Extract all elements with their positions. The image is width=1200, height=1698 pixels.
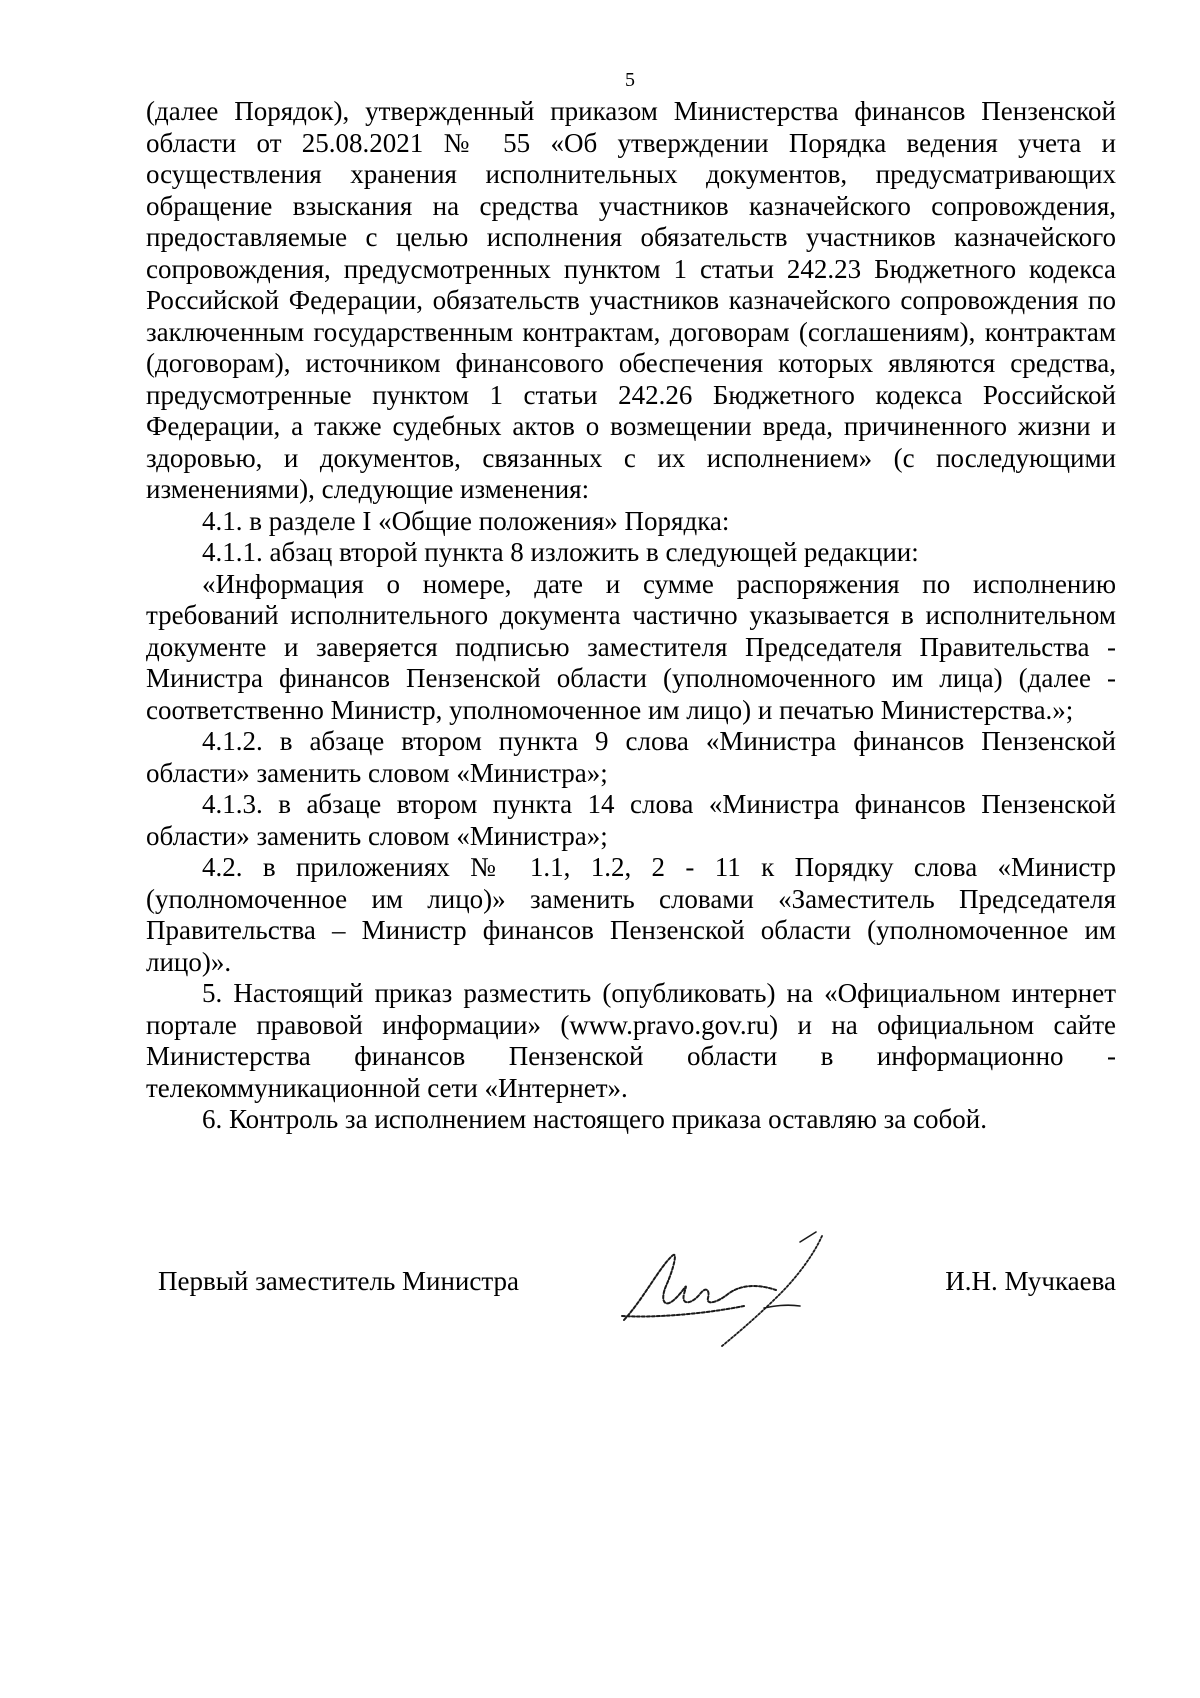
signature-block xyxy=(146,1240,1116,1360)
paragraph-5: 5. Настоящий приказ разместить (опубликовать) на «Официальном интернет портале правовой информации» (www.pravo.gov.ru) и на официальном сайте Министерства финансов Пензенской области в информационно - телекоммуникационной сети «Интернет». xyxy=(146,978,1116,1103)
paragraph-4-2: 4.2. в приложениях № 1.1, 1.2, 2 - 11 к Порядку слова «Министр (уполномоченное им лицо)» заменить словами «Заместитель Председателя Правительства – Министр финансов Пензенской области (уполномоченное им лицо)». xyxy=(146,852,1116,977)
paragraph-4-1-3: 4.1.3. в абзаце втором пункта 14 слова «Министра финансов Пензенской области» заменить словом «Министра»; xyxy=(146,789,1116,851)
signature-strokes xyxy=(622,1232,822,1346)
paragraph-continuation: (далее Порядок), утвержденный приказом Министерства финансов Пензенской области от 25.08.2021 № 55 «Об утверждении Порядка ведения учета и осуществления хранения исполнительных документов, предусматривающих обращение взыскания на средства участников казначейского сопровождения, предоставляемые с целью исполнения обязательств участников казначейского сопровождения, предусмотренных пунктом 1 статьи 242.23 Бюджетного кодекса Российской Федерации, обязательств участников казначейского сопровождения по заключенным государственным контрактам, договорам (соглашениям), контрактам (договорам), источником финансового обеспечения которых являются средства, предусмотренные пунктом 1 статьи 242.26 Бюджетного кодекса Российской Федерации, а также судебных актов о возмещении вреда, причиненного жизни и здоровью, и документов, связанных с их исполнением» (с последующими изменениями), следующие изменения: xyxy=(146,96,1116,504)
signatory-position: Первый заместитель Министра xyxy=(158,1266,519,1296)
paragraph-4-1-1: 4.1.1. абзац второй пункта 8 изложить в следующей редакции: xyxy=(202,537,919,567)
paragraph-quote: «Информация о номере, дате и сумме распоряжения по исполнению требований исполнительного документа частично указывается в исполнительном документе и заверяется подписью заместителя Председателя Правительства - Министра финансов Пензенской области (уполномоченного им лица) (далее - соответственно Министр, уполномоченное им лицо) и печатью Министерства.»; xyxy=(146,568,1116,725)
paragraph-4-1: 4.1. в разделе I «Общие положения» Порядка: xyxy=(202,505,730,536)
paragraph-6: 6. Контроль за исполнением настоящего приказа оставляю за собой. xyxy=(202,1104,987,1134)
document-body xyxy=(146,96,1116,1136)
handwritten-signature xyxy=(614,1228,854,1353)
page-number: 5 xyxy=(625,69,635,91)
signatory-name: И.Н. Мучкаева xyxy=(945,1266,1116,1296)
paragraph-4-1-2: 4.1.2. в абзаце втором пункта 9 слова «Министра финансов Пензенской области» заменить словом «Министра»; xyxy=(146,726,1116,788)
